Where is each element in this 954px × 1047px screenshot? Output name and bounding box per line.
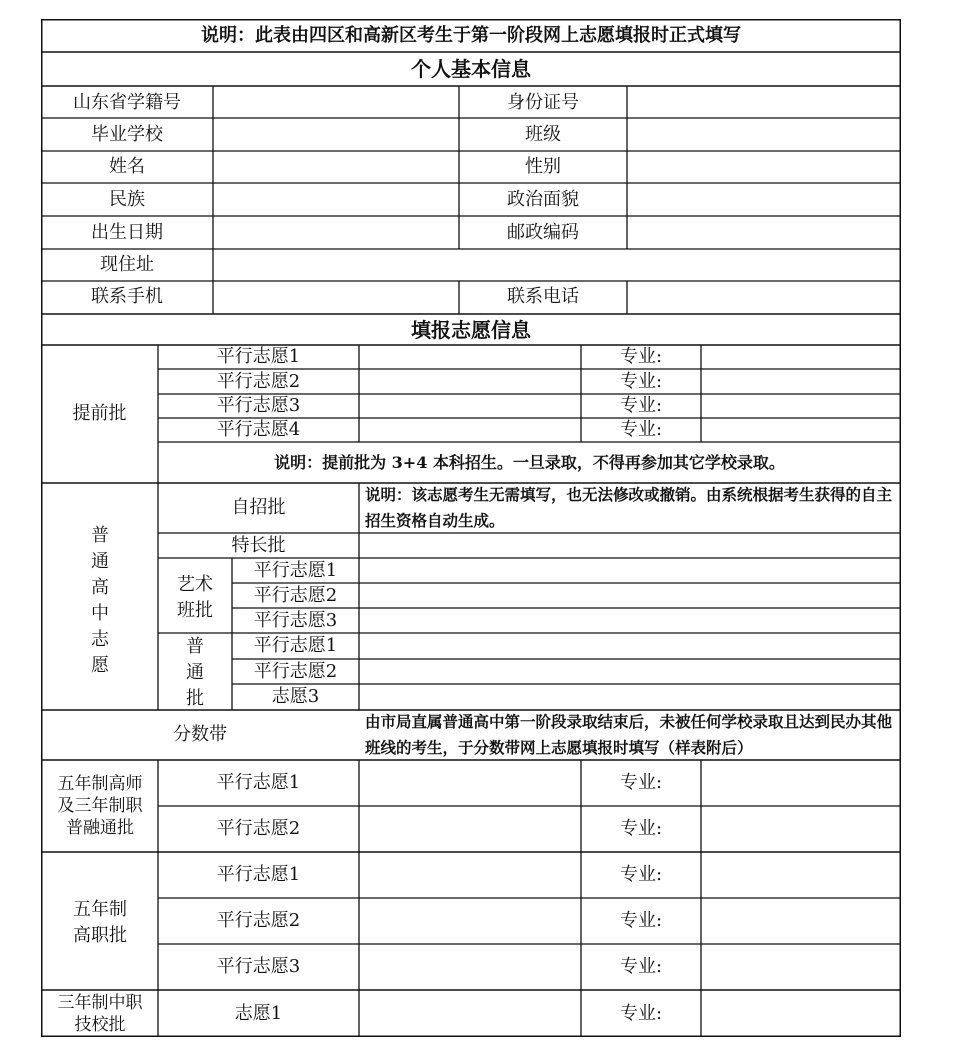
fyv-choice-3: 平行志愿3 <box>216 956 301 977</box>
ty-major-label-1: 专业: <box>619 1002 663 1024</box>
label-birth-date: 出生日期 <box>91 221 163 243</box>
early-school-input-1[interactable] <box>359 345 581 369</box>
early-school-input-4[interactable] <box>359 418 581 442</box>
label-school: 毕业学校 <box>91 123 163 145</box>
normal-input-1[interactable] <box>359 633 901 659</box>
fyv-school-input-1[interactable] <box>359 852 581 898</box>
ty-school-input-1[interactable] <box>359 990 581 1037</box>
normal-input-3[interactable] <box>359 684 901 710</box>
label-name: 姓名 <box>109 156 145 177</box>
input-id-card[interactable] <box>627 87 901 118</box>
score-band-note: 由市局直属普通高中第一阶段录取结束后，未被任何学校录取且达到民办其他班线的考生，于分数带网上志愿填报时填写（样表附后） <box>365 712 893 757</box>
normal-choice-1: 平行志愿1 <box>253 635 338 656</box>
early-major-input-4[interactable] <box>701 418 901 442</box>
fyv-major-input-3[interactable] <box>701 944 901 990</box>
fyn-major-input-2[interactable] <box>701 806 901 852</box>
self-batch-note: 说明：该志愿考生无需填写，也无法修改或撤销。由系统根据考生获得的自主招生资格自动生成。 <box>365 485 893 530</box>
art-choice-2: 平行志愿2 <box>253 584 338 606</box>
volunteer-info-header: 填报志愿信息 <box>411 318 531 342</box>
ty-choice-1: 志愿1 <box>234 1002 283 1024</box>
label-ethnicity: 民族 <box>109 188 145 210</box>
label-student-id: 山东省学籍号 <box>73 91 181 113</box>
label-postal-code: 邮政编码 <box>507 221 579 243</box>
art-input-1[interactable] <box>359 558 901 583</box>
self-batch-label: 自招批 <box>231 497 286 518</box>
fyn-major-label-1: 专业: <box>619 772 663 793</box>
form-notice: 说明：此表由四区和高新区考生于第一阶段网上志愿填报时正式填写 <box>201 24 741 46</box>
early-choice-3: 平行志愿3 <box>216 395 301 416</box>
fyn-choice-1: 平行志愿1 <box>216 772 301 793</box>
early-major-input-2[interactable] <box>701 369 901 394</box>
fyv-school-input-2[interactable] <box>359 898 581 944</box>
fyv-school-input-3[interactable] <box>359 944 581 990</box>
fyn-school-input-1[interactable] <box>359 760 581 806</box>
art-choice-1: 平行志愿1 <box>253 559 338 581</box>
ty-major-input-1[interactable] <box>701 990 901 1037</box>
early-school-input-2[interactable] <box>359 369 581 394</box>
fyn-major-label-2: 专业: <box>619 818 663 839</box>
early-school-input-3[interactable] <box>359 394 581 418</box>
input-ethnicity[interactable] <box>213 183 459 216</box>
fyv-major-label-3: 专业: <box>619 956 663 977</box>
label-id-card: 身份证号 <box>507 91 579 113</box>
early-batch-label: 提前批 <box>72 403 127 424</box>
early-major-label-1: 专业: <box>619 346 663 367</box>
early-choice-4: 平行志愿4 <box>216 419 301 440</box>
fyv-choice-2: 平行志愿2 <box>216 910 301 931</box>
special-batch-input[interactable] <box>359 533 901 558</box>
label-mobile: 联系手机 <box>91 286 163 307</box>
early-choice-1: 平行志愿1 <box>216 346 301 367</box>
art-input-3[interactable] <box>359 608 901 633</box>
input-phone[interactable] <box>627 281 901 313</box>
application-form <box>41 19 901 1037</box>
special-batch-label: 特长批 <box>231 534 286 556</box>
input-postal-code[interactable] <box>627 216 901 249</box>
art-batch-label: 艺术班批 <box>177 574 213 621</box>
early-batch-note: 说明：提前批为 3+4 本科招生。一旦录取，不得再参加其它学校录取。 <box>274 452 785 472</box>
fyn-choice-2: 平行志愿2 <box>216 818 301 839</box>
early-major-label-4: 专业: <box>619 419 663 440</box>
label-address: 现住址 <box>100 254 154 275</box>
early-major-input-3[interactable] <box>701 394 901 418</box>
label-phone: 联系电话 <box>507 286 579 307</box>
early-major-label-2: 专业: <box>619 370 663 392</box>
fyv-major-input-1[interactable] <box>701 852 901 898</box>
input-mobile[interactable] <box>213 281 459 313</box>
five-year-normal-label: 五年制高师及三年制职普融通批 <box>57 774 143 838</box>
input-class[interactable] <box>627 118 901 151</box>
early-major-input-1[interactable] <box>701 345 901 369</box>
art-choice-3: 平行志愿3 <box>253 609 338 631</box>
label-gender: 性别 <box>525 156 561 177</box>
input-student-id[interactable] <box>213 87 459 118</box>
fyv-major-label-1: 专业: <box>619 864 663 885</box>
fyv-choice-1: 平行志愿1 <box>216 864 301 885</box>
input-school[interactable] <box>213 118 459 151</box>
input-address[interactable] <box>213 249 901 281</box>
fyn-major-input-1[interactable] <box>701 760 901 806</box>
input-gender[interactable] <box>627 151 901 183</box>
input-birth-date[interactable] <box>213 216 459 249</box>
early-choice-2: 平行志愿2 <box>216 370 301 392</box>
five-year-vocational-label: 五年制高职批 <box>73 899 127 946</box>
early-major-label-3: 专业: <box>619 395 663 416</box>
score-band-label: 分数带 <box>173 724 227 745</box>
fyv-major-input-2[interactable] <box>701 898 901 944</box>
normal-choice-3: 志愿3 <box>271 686 320 707</box>
input-political[interactable] <box>627 183 901 216</box>
general-batch-label: 普通高中志愿 <box>91 525 109 676</box>
input-name[interactable] <box>213 151 459 183</box>
fyn-school-input-2[interactable] <box>359 806 581 852</box>
label-class: 班级 <box>525 123 561 145</box>
normal-batch-label: 普通批 <box>186 636 204 709</box>
normal-choice-2: 平行志愿2 <box>253 660 338 682</box>
label-political: 政治面貌 <box>507 188 579 210</box>
fyv-major-label-2: 专业: <box>619 910 663 931</box>
personal-info-header: 个人基本信息 <box>411 57 531 81</box>
normal-input-2[interactable] <box>359 659 901 684</box>
art-input-2[interactable] <box>359 583 901 608</box>
three-year-label: 三年制中职技校批 <box>57 992 143 1035</box>
